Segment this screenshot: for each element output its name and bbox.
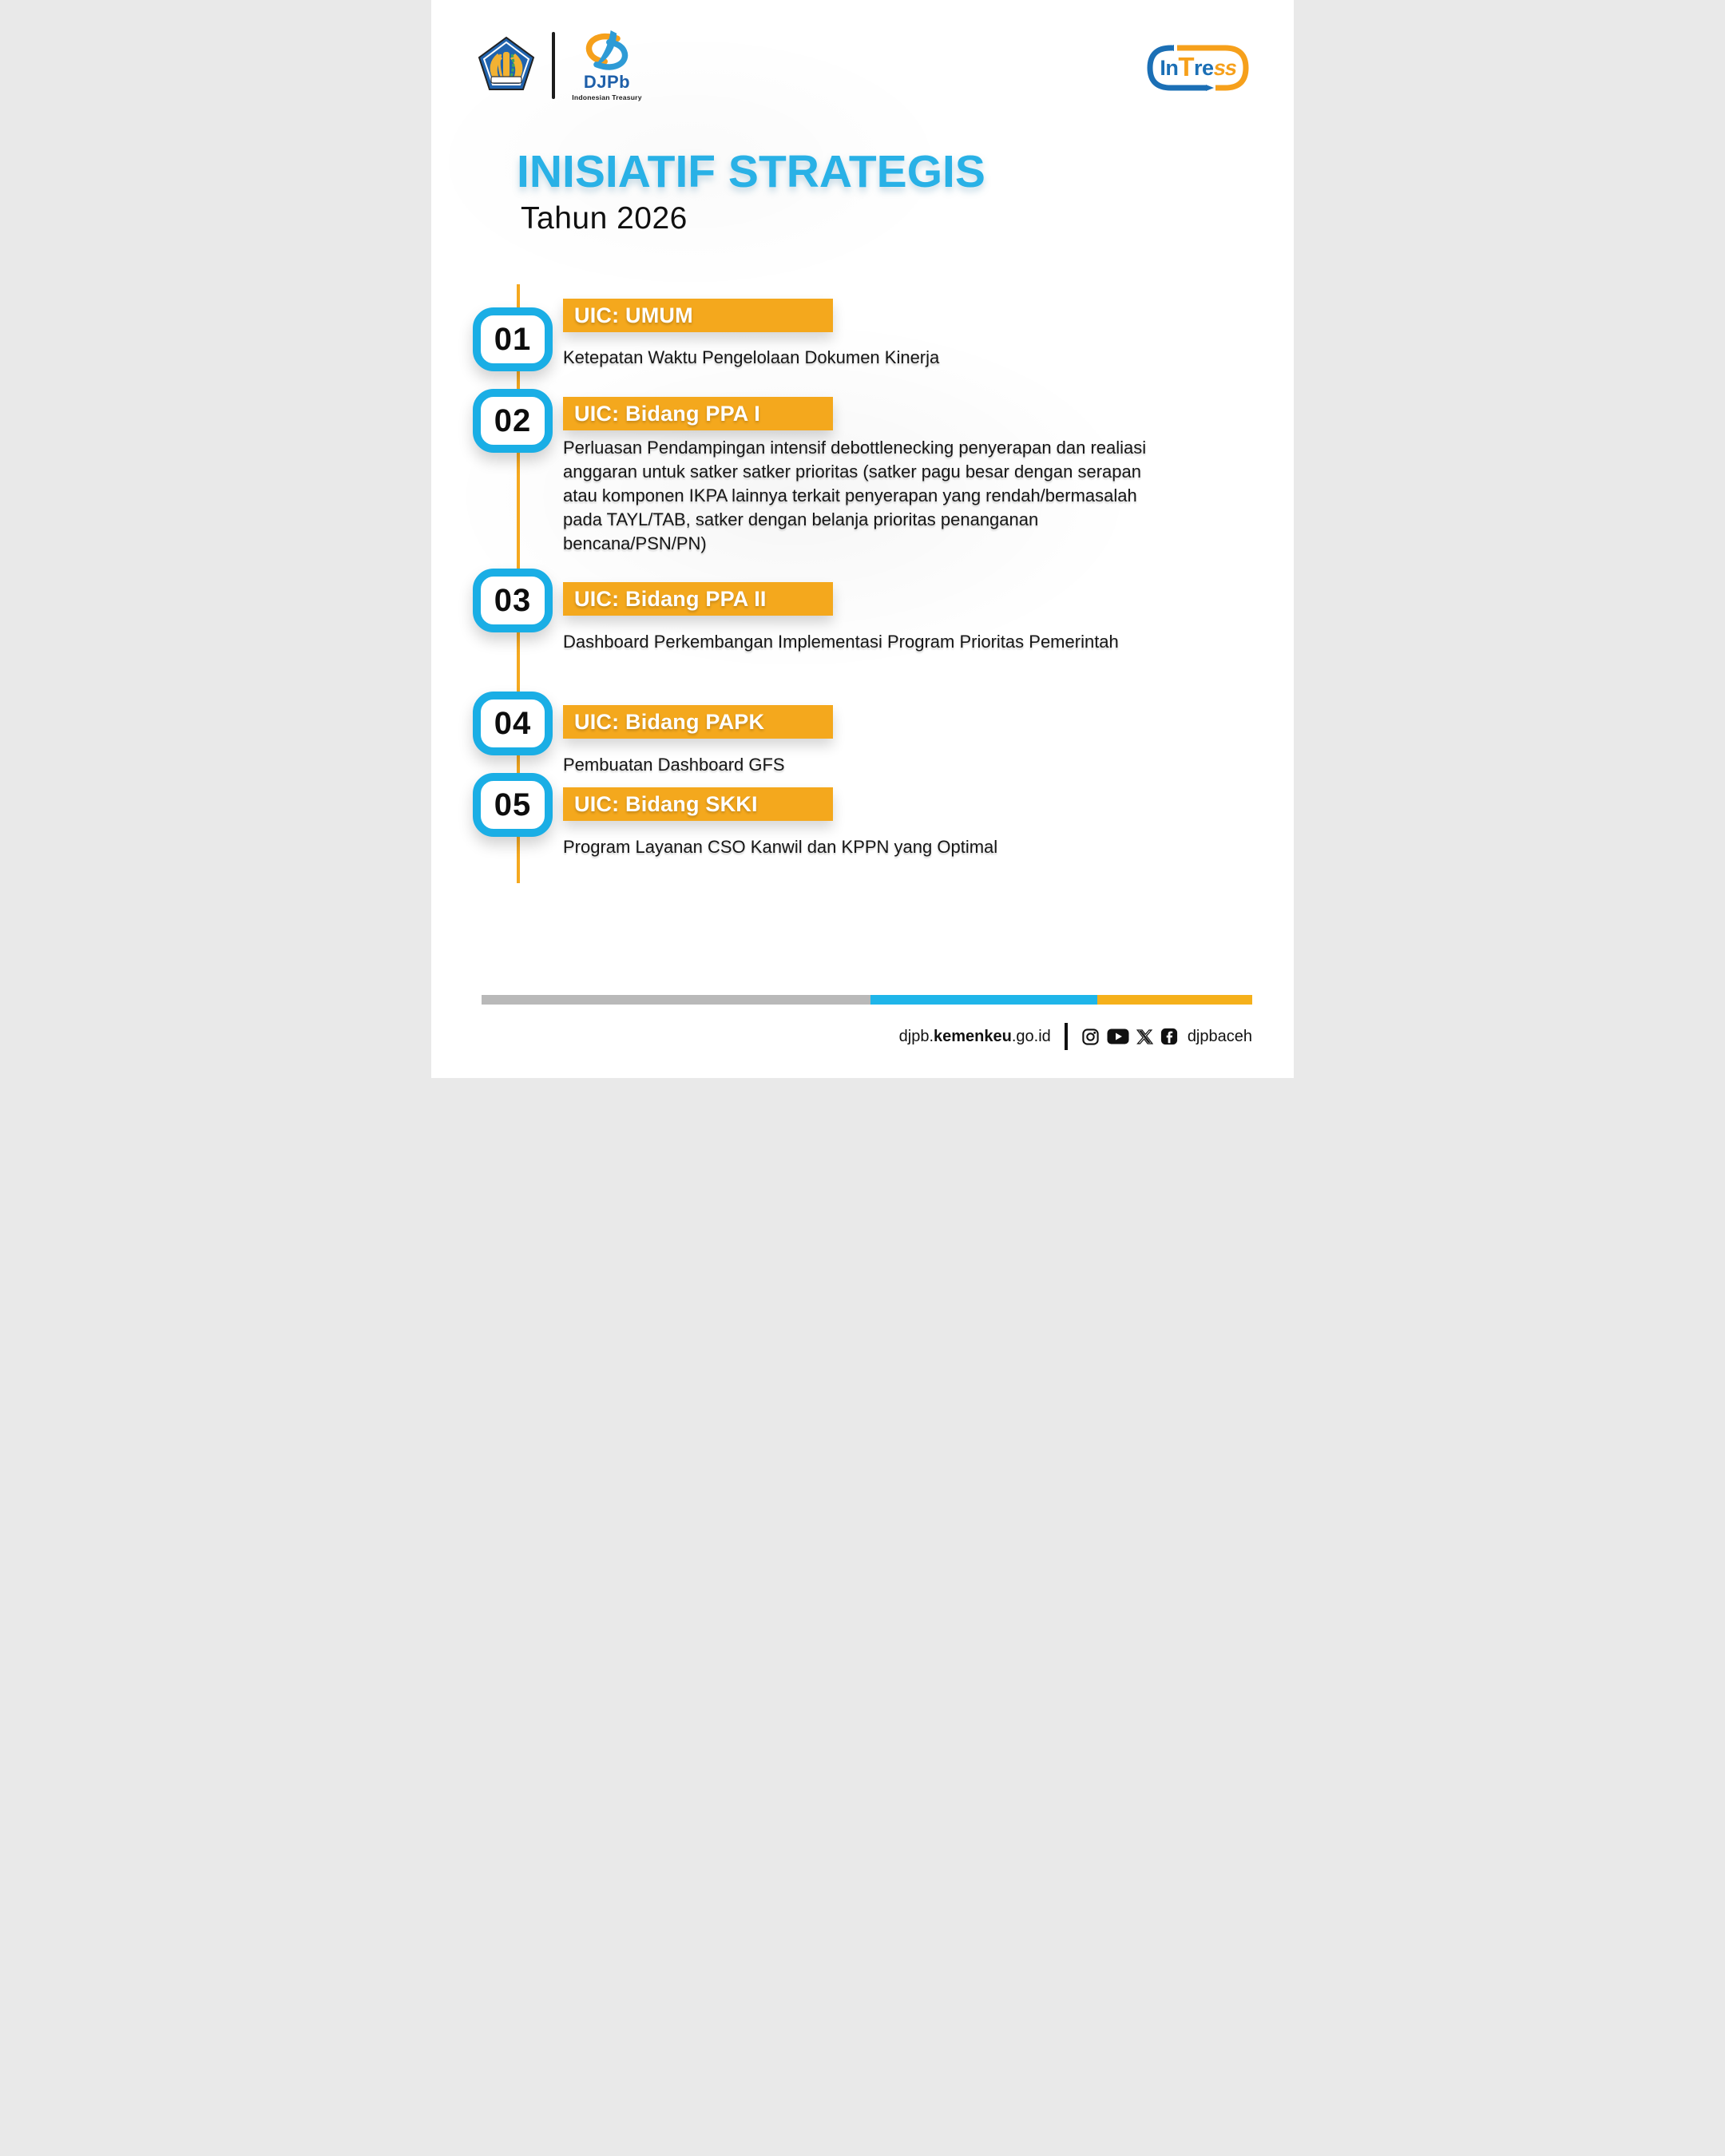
- kemenkeu-emblem-icon: [478, 37, 535, 91]
- intress-seg-t: T: [1178, 51, 1195, 81]
- item-04-number: 04: [494, 705, 532, 741]
- item-02-number-badge: [473, 389, 553, 453]
- intress-wordmark: [1147, 45, 1249, 91]
- item-02-description: Perluasan Pendampingan intensif debottlenecking penyerapan dan realiasi anggaran untuk satker satker prioritas (satker pagu besar dengan serapan atau komponen IKPA lainnya terkait penyerapan yang rendah/bermasalah pada TAYL/TAB, satker dengan belanja prioritas penanganan bencana/PSN/PN): [563, 438, 1147, 553]
- item-01-uic-label: UIC: UMUM: [574, 303, 693, 327]
- item-02-uic-badge: [563, 397, 833, 430]
- footer-bar-gray: [482, 995, 870, 1005]
- item-04-description: Pembuatan Dashboard GFS: [563, 755, 785, 775]
- website-domain: kemenkeu: [934, 1027, 1012, 1045]
- item-02-uic-label: UIC: Bidang PPA I: [574, 401, 760, 426]
- item-03-number-badge: [473, 569, 553, 632]
- intress-seg-ss: ss: [1211, 55, 1239, 80]
- website-prefix: djpb.: [898, 1027, 934, 1045]
- youtube-icon: [1107, 1028, 1129, 1045]
- facebook-icon: [1160, 1028, 1178, 1045]
- item-03-uic-label: UIC: Bidang PPA II: [574, 586, 767, 611]
- item-03-description: Dashboard Perkembangan Implementasi Program Prioritas Pemerintah: [563, 632, 1119, 652]
- intress-seg-in: In: [1160, 55, 1179, 80]
- item-01-number: 01: [494, 321, 532, 357]
- item-04-uic-badge: [563, 705, 833, 739]
- djpb-logo: [567, 30, 647, 101]
- djpb-tagline: Indonesian Treasury: [572, 93, 642, 101]
- item-04-number-badge: [473, 692, 553, 755]
- page-title: INISIATIF STRATEGIS: [517, 146, 985, 197]
- footer: [899, 1022, 1252, 1051]
- intress-logo: [1147, 45, 1249, 91]
- footer-bar-cyan: [870, 995, 1097, 1005]
- item-03-uic-badge: [563, 582, 833, 616]
- intress-seg-re: re: [1194, 55, 1214, 80]
- footer-bar-orange: [1097, 995, 1252, 1005]
- item-05-uic-label: UIC: Bidang SKKI: [574, 791, 758, 816]
- item-01-uic-badge: [563, 299, 833, 332]
- item-01-number-badge: [473, 307, 553, 371]
- page-subtitle: Tahun 2026: [521, 201, 688, 236]
- footer-divider: [1065, 1023, 1068, 1050]
- djpb-swoosh-icon: [582, 30, 632, 73]
- item-05-description: Program Layanan CSO Kanwil dan KPPN yang Optimal: [563, 837, 998, 857]
- x-icon: [1136, 1028, 1153, 1045]
- header-logo-divider: [552, 32, 555, 99]
- item-02-number: 02: [494, 402, 532, 438]
- social-handle: djpbaceh: [1187, 1027, 1252, 1045]
- item-03-number: 03: [494, 582, 532, 618]
- poster-inisiatif-strategis: [431, 0, 1294, 1078]
- website-url: [899, 1028, 1051, 1046]
- item-01-description: Ketepatan Waktu Pengelolaan Dokumen Kinerja: [563, 347, 940, 367]
- djpb-name: DJPb: [583, 72, 631, 92]
- website-suffix: .go.id: [1011, 1027, 1051, 1045]
- item-04-uic-label: UIC: Bidang PAPK: [574, 709, 765, 734]
- item-05-number-badge: [473, 773, 553, 837]
- item-05-uic-badge: [563, 787, 833, 821]
- item-05-number: 05: [494, 787, 532, 822]
- instagram-icon: [1081, 1028, 1100, 1046]
